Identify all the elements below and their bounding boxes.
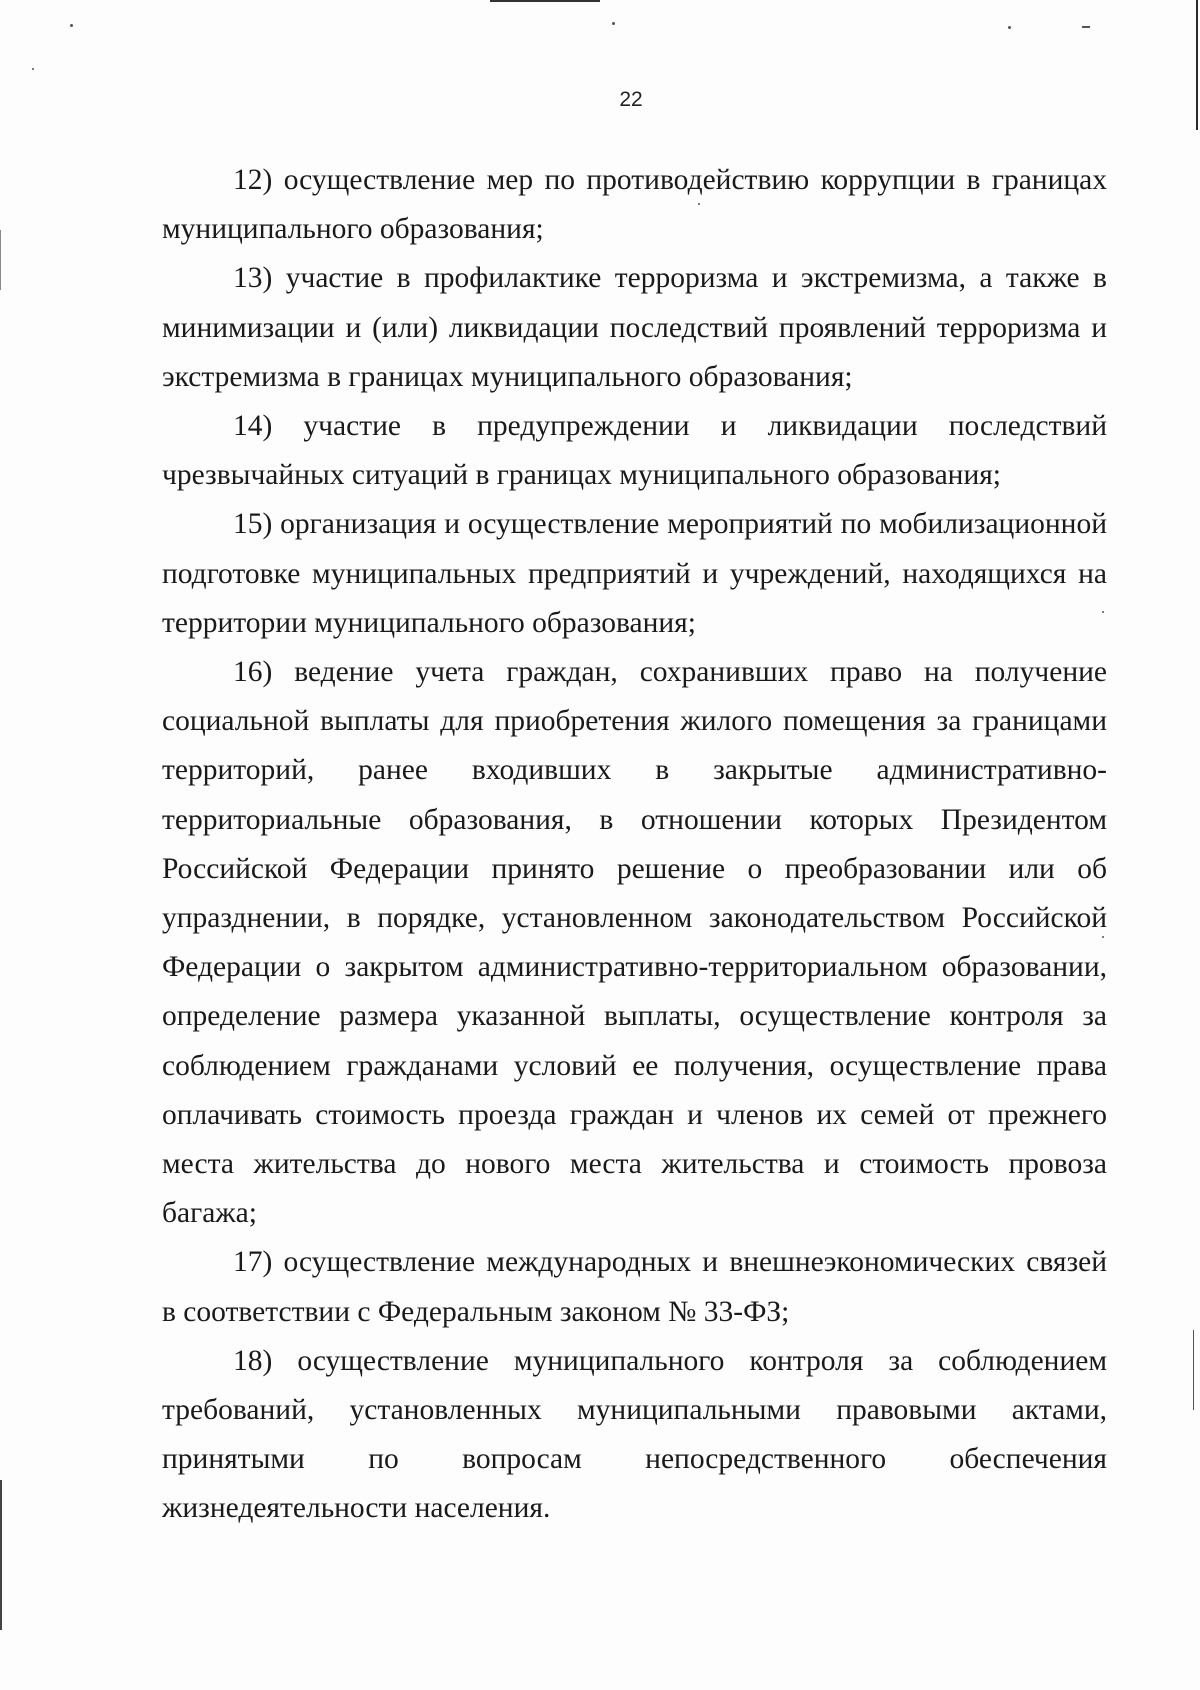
list-item-13: 13) участие в профилактике терроризма и экстремизма, а также в минимизации и (или) ликвидации последствий проявлений терроризма и экстремизма в границах муниципального образования; xyxy=(162,262,1107,393)
scan-artifact-left-edge-mid xyxy=(0,230,1,290)
scan-speck xyxy=(1082,26,1090,28)
list-item-15: 15) организация и осуществление мероприятий по мобилизационной подготовке муниципальных предприятий и учреждений, находящихся на территории муниципального образования; xyxy=(162,508,1107,639)
scan-artifact-top xyxy=(490,0,600,2)
scan-speck xyxy=(1008,26,1011,29)
list-item-14: 14) участие в предупреждении и ликвидации последствий чрезвычайных ситуаций в границах муниципального образования; xyxy=(162,410,1107,492)
page-number: 22 xyxy=(619,88,643,111)
scan-artifact-right-edge-low xyxy=(1193,1330,1194,1410)
scan-artifact-left-edge xyxy=(0,1480,2,1630)
scan-speck xyxy=(612,22,615,25)
list-item-16: 16) ведение учета граждан, сохранивших право на получение социальной выплаты для приобретения жилого помещения за границами территорий, ранее входивших в закрытые административно-территориальные образования, в отношении которых Президентом Российской Федерации принято решение о преобразовании или об упразднении, в порядке, установленном законодательством Российской Федерации о закрытом административно-территориальном образовании, определение размера указанной выплаты, осуществление контроля за соблюдением гражданами условий ее получения, осуществление права оплачивать стоимость проезда граждан и членов их семей от прежнего места жительства до нового места жительства и стоимость провоза багажа; xyxy=(162,656,1107,1230)
list-item-18: 18) осуществление муниципального контроля за соблюдением требований, установленных муниципальными правовыми актами, принятыми по вопросам непосредственного обеспечения жизнедеятельности населения. xyxy=(162,1344,1107,1525)
list-item-17: 17) осуществление международных и внешнеэкономических связей в соответствии с Федеральным законом № 33-ФЗ; xyxy=(162,1246,1107,1328)
list-item-12: 12) осуществление мер по противодействию коррупции в границах муниципального образования; xyxy=(162,164,1107,246)
document-body xyxy=(162,156,1107,1534)
scan-speck xyxy=(70,24,73,27)
scan-speck xyxy=(32,68,34,70)
